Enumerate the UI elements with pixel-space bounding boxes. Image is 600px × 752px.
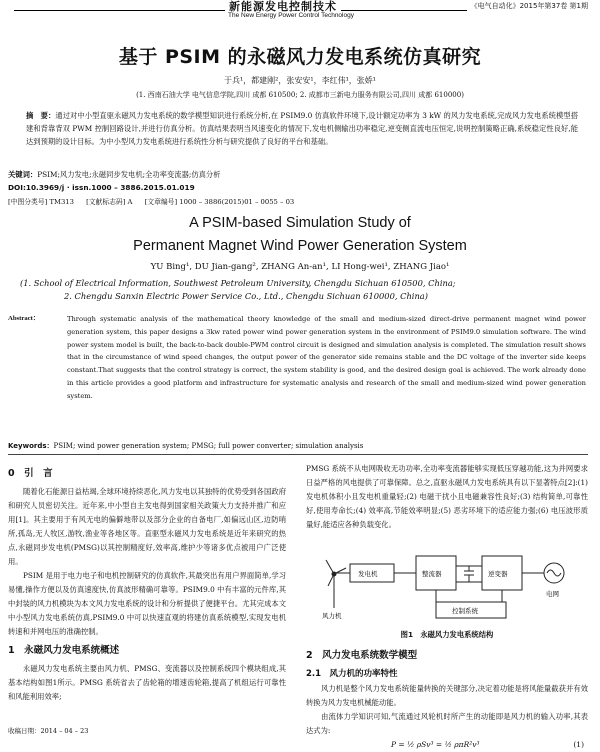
figure-1-caption: 图1 永磁风力发电系统结构 [400, 630, 494, 639]
journal-title: 新能源发电控制技术 [225, 0, 341, 14]
title-en-line2: Permanent Magnet Wind Power Generation System [133, 238, 467, 254]
received-date: 收稿日期：2014 – 04 – 23 [8, 727, 89, 735]
journal-issue: 《电气自动化》2015年第37卷 第1期 [467, 1, 588, 11]
title-english [0, 212, 600, 258]
section-0-heading: 0 引 言 [8, 468, 53, 479]
affiliation-english [20, 277, 595, 303]
keywords-cn-text: PSIM;风力发电;永磁同步发电机;全功率变流器;仿真分析 [37, 170, 221, 179]
keywords-en-label: Keywords： [8, 442, 54, 450]
affiliation-chinese: (1. 西南石油大学 电气信息学院,四川 成都 610500; 2. 成都市三新电力服务有限公司,四川 成都 610000) [136, 91, 464, 99]
equation-number: (1) [573, 740, 584, 749]
section-divider [8, 454, 588, 455]
control-label: 控制系统 [452, 607, 478, 615]
section-1-paragraph: 永磁风力发电系统主要由风力机、PMSG、变流器以及控制系统四个模块组成,其基本结构如图1所示。PMSG 系统省去了齿轮箱的增速齿轮箱,提高了机组运行可靠性和风能利用效率; [8, 664, 286, 701]
figure-1 [306, 538, 588, 626]
abstract-cn-label: 摘 要： [26, 111, 56, 120]
affil-en-line2: 2. Chengdu Sanxin Electric Power Service Co., Ltd., Chengdu Sichuan 610000, China) [64, 291, 428, 301]
section-1-heading: 1 永磁风力发电系统概述 [8, 645, 120, 656]
doi: DOI:10.3969/j · issn.1000 – 3886.2015.01.019 [8, 183, 195, 192]
authors-english: YU Bing¹, DU Jian-gang², ZHANG An-an¹, LI Hong-wei¹, ZHANG Jiao¹ [150, 262, 450, 272]
abstract-chinese [26, 109, 578, 148]
section-2-heading: 2 风力发电系统数学模型 [306, 650, 418, 661]
title-en-line1: A PSIM-based Simulation Study of [189, 215, 411, 231]
intro-paragraph-2: PSIM 是用于电力电子和电机控制研究的仿真软件,其最突出有用户界面简单,学习易懂,操作方便以及仿真速度快,仿真波形精确可靠等。PSIM9.0 中有丰富的元件库,其中封装的风力机模块为本文风力发电系统的设计和分析提供了便捷平台。尤其完成本文中小型风力发电系统仿真,PSIM9.0 中可以快速直观的将建仿真系统模型,实现发电机转速和并网电压的准确控制。 [8, 571, 286, 636]
clc-number: [中图分类号] TM313 [8, 198, 74, 206]
turbine-label: 风力机 [322, 612, 342, 620]
wind-turbine-icon [326, 560, 346, 608]
equation-formula: P = ½ ρSv³ = ½ ρπR²v³ [391, 740, 480, 749]
keywords-en-text: PSIM; wind power generation system; PMSG; full power converter; simulation analysis [53, 442, 364, 450]
keywords-english [8, 441, 588, 451]
intro-paragraph-1: 随着化石能源日益枯竭,全球环境持续恶化,风力发电以其独特的优势受到各国政府和研究人员密切关注。近年来,中小型自主发电得到国家相关政策大力支持并推广和应用[1]。其主要用于有风无电的偏僻地带以及部分企业的自备电厂,如偏远山区,边防哨所,孤岛,无人牧区,游牧,渔业等各地区等。直驱型永磁风力发电系统是近年来研究的热点,永磁同步发电机(PMSG)以其控制精度好,效率高,维护少等诸多优点被用户广泛使用。 [8, 487, 286, 566]
section-2-1-paragraph-1: 风力机是整个风力发电系统能量转换的关键部分,决定着功能是将风能量截获并有效转换为风力发电机械能动能。 [306, 684, 588, 707]
abstract-cn-text: 通过对中小型直驱永磁风力发电系统的数学模型知识进行系统分析,在 PSIM9.0 仿真软件环境下,设计额定功率为 3 kW 的风力发电系统,完成风力发电系统模型搭建和背靠背双 PWM 控制回路设计,并进行仿真分析。仿真结果表明当风速变化的情况下,发电机侧输出功率稳定,逆变侧直流电压恒定,说明控制策略正确,系统稳定性良好,能达到预期的设计目标。为中小型风力发电系统进行系统性分析与研究提供了良好的平台和基础。 [26, 111, 578, 146]
equation-1 [306, 738, 588, 752]
keywords-cn-label: 关键词： [8, 170, 38, 179]
system-diagram [306, 538, 588, 626]
keywords-chinese [8, 170, 578, 180]
abstract-en-text: Through systematic analysis of the mathematical theory knowledge of the small and medium-sized direct-drive permanent magnet wind power generation system, this paper designs a 3kw rated power wind power generation system in the environment of PSIM9.0 simulation software. The wind power system model is built, the back-to-back double-PWM control circuit is designed and simulation analysis is completed. The simulation result shows that in the circumstance of wind speed changes, the output power of the generator side remains stable and the DC voltage of the inverter side keeps constant.That suggests that the control strategy is correct, the system stability is good, and the desired design goal is achieved. The work already done in this article provides a good platform and infrastructure for systematic analysis and research of the small and medium-sized wind power generation system. [67, 315, 586, 400]
affil-en-line1: (1. School of Electrical Information, Southwest Petroleum University, Chengdu Sichuan 610500, China; [20, 278, 456, 288]
title-chinese: 基于 PSIM 的永磁风力发电系统仿真研究 [118, 46, 482, 68]
abstract-english [8, 312, 586, 403]
column-left [8, 462, 286, 704]
generator-label: 发电机 [358, 570, 378, 578]
inverter-label: 逆变器 [488, 570, 508, 578]
right-paragraph-1: PMSG 系统不从电网吸收无功功率,全功率变流器能够实现低压穿越功能,这为并网要求日益严格的风电提供了可靠保障。总之,直驱永磁风力发电系统具有以下显著特点[2]:(1) 发电机体积小且发电机重量轻;(2) 电磁干扰小且电磁兼容性良好;(3) 结构简单,可靠性好,使用寿命长;(4) 效率高,节能效率明显;(5) 恶劣环境下的适应能力强;(6) 电压波形质量好,能适应各种负载变化。 [306, 464, 588, 529]
grid-label: 电网 [546, 590, 559, 598]
section-2-1-paragraph-2: 由流体力学知识可知,气流通过风轮机时所产生的动能即是风力机的输入功率,其表达式为: [306, 712, 588, 735]
running-header [0, 0, 600, 24]
rectifier-label: 整流器 [422, 570, 442, 578]
section-2-1-heading: 2.1 风力机的功率特性 [306, 669, 398, 679]
article-number: [文章编号] 1000 – 3886(2015)01 – 0055 – 03 [144, 198, 295, 206]
abstract-en-label: Abstract： [8, 315, 40, 322]
journal-subtitle: The New Energy Power Control Technology [228, 12, 354, 19]
classification [8, 196, 304, 206]
column-right [306, 462, 588, 752]
authors-chinese: 于兵¹，都建刚²，张安安¹，李红伟¹，张娇¹ [223, 76, 377, 85]
doc-code: [文献标志码] A [86, 198, 133, 206]
